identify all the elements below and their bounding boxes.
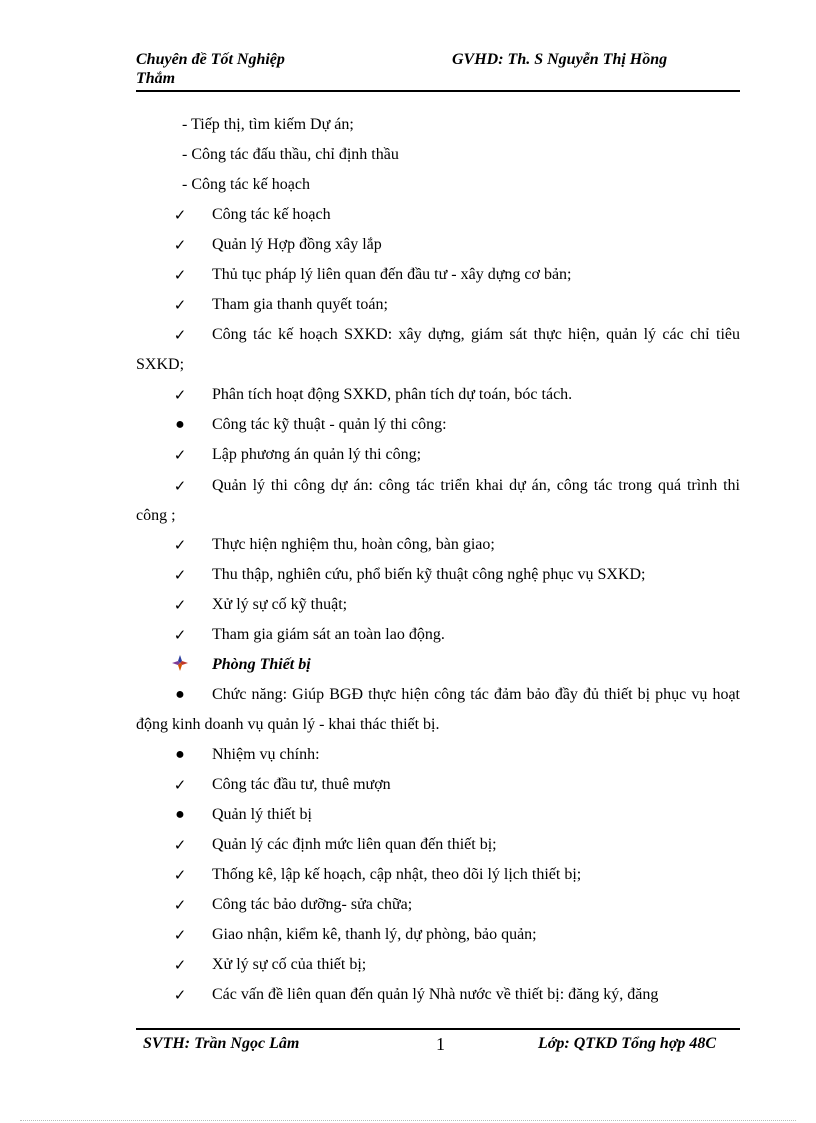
checkmark-icon: ✓ xyxy=(173,326,187,344)
checkmark-icon: ✓ xyxy=(173,836,187,854)
checkmark-icon: ✓ xyxy=(173,956,187,974)
checkmark-icon: ✓ xyxy=(173,296,187,314)
checkmark-icon: ✓ xyxy=(173,596,187,614)
checkmark-icon: ✓ xyxy=(173,866,187,884)
header-title-cont: Thắm xyxy=(136,70,176,87)
checkmark-icon: ✓ xyxy=(173,446,187,464)
checkmark-icon: ✓ xyxy=(173,566,187,584)
checkmark-icon: ✓ xyxy=(173,477,187,495)
bullet-icon: ● xyxy=(175,686,185,703)
page-number: 1 xyxy=(436,1034,445,1054)
checkmark-icon: ✓ xyxy=(173,926,187,944)
checkmark-icon: ✓ xyxy=(173,626,187,644)
document-page: Chuyên đề Tốt Nghiệp Thắm GVHD: Th. S Nguyễn Thị Hồng - Tiếp thị, tìm kiếm Dự án; - Công tác đấu thầu, chỉ định thầu - Công tác kế hoạch ✓ Công tác kế hoạch ✓ Quản lý Hợp đồng xây lắp ✓ Thủ tục pháp lý liên quan đến đầu tư - xây dựng cơ bản; ✓ Tham gia thanh quyết toán; ✓ Công tác kế hoạch SXKD: xây dựng, giám sát thực hiện, quản lý các chỉ tiêu SXKD; ✓ Phân tích hoạt động SXKD, phân tích dự toán, bóc tách. ● Công tác kỹ thuật - quản lý thi công: ✓ Lập phương án quản lý thi công; ✓ Quản lý thi công dự án: công tác triển khai dự án, công tác trong quá trình thi công ; ✓ Thực hiện nghiệm thu, hoàn công, bàn giao; ✓ Thu thập, nghiên cứu, phổ biến kỹ thuật công nghệ phục vụ SXKD; ✓ Xử lý sự cố kỹ thuật; ✓ Tham gia giám sát an toàn lao động. Phòng Thiết bị ● Chức năng: Giúp BGĐ thực hiện công tác đảm bảo đầy đủ thiết bị phục vụ hoạt động kinh doanh vụ quản lý - khai thác thiết bị. ● Nhiệm vụ chính: ✓ Công tác đầu tư, thuê mượn ● Quản lý thiết bị ✓ Quản lý các định mức liên quan đến thiết bị; ✓ Thống kê, lập kế hoạch, cập nhật, theo dõi lý lịch thiết bị; ✓ Công tác bảo dưỡng- sửa chữa; ✓ Giao nhận, kiểm kê, thanh lý, dự phòng, bảo quản; ✓ Xử lý sự cố của thiết bị; ✓ Các vấn đề liên quan đến quản lý Nhà nước về thiết bị: đăng ký, đăng SVTH: Trần Ngọc Lâm 1 Lớp: QTKD Tổng hợp 48C xyxy=(0,0,816,1123)
checkmark-icon: ✓ xyxy=(173,236,187,254)
footer-rule xyxy=(136,1028,740,1030)
checkmark-icon: ✓ xyxy=(173,986,187,1004)
checkmark-icon: ✓ xyxy=(173,896,187,914)
bullet-icon: ● xyxy=(175,806,185,823)
header-rule xyxy=(136,90,740,92)
checkmark-icon: ✓ xyxy=(173,776,187,794)
footer-student: SVTH: Trần Ngọc Lâm xyxy=(143,1035,300,1052)
checkmark-icon: ✓ xyxy=(173,386,187,404)
header-title: Chuyên đề Tốt Nghiệp xyxy=(136,51,285,68)
diamond-arrow-icon xyxy=(172,655,188,676)
header-left xyxy=(136,50,436,88)
bullet-icon: ● xyxy=(175,416,185,433)
checkmark-icon: ✓ xyxy=(173,536,187,554)
bullet-icon: ● xyxy=(175,746,185,763)
page-edge-divider xyxy=(20,1120,796,1121)
checkmark-icon: ✓ xyxy=(173,206,187,224)
footer-class: Lớp: QTKD Tổng hợp 48C xyxy=(538,1035,717,1052)
checkmark-icon: ✓ xyxy=(173,266,187,284)
header-advisor: GVHD: Th. S Nguyễn Thị Hồng xyxy=(452,51,668,68)
